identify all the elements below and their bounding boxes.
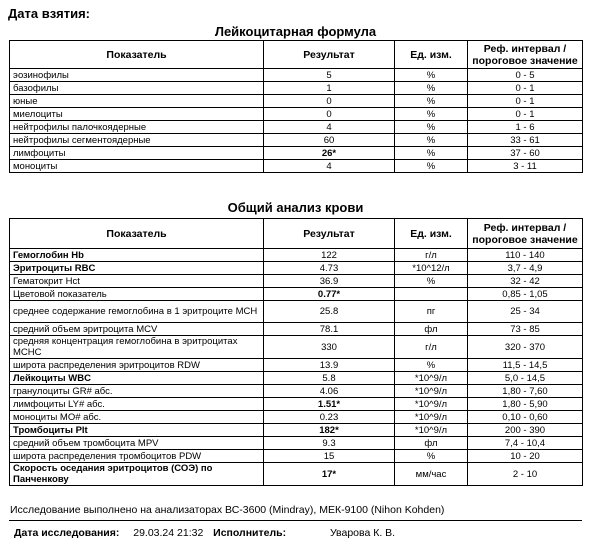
result-cell: 122 — [264, 249, 395, 262]
table-row — [10, 249, 583, 262]
indicator-cell: нейтрофилы сегментоядерные — [10, 134, 264, 147]
leuko-col-unit: Ед. изм. — [395, 41, 468, 69]
reference-cell: 0,85 - 1,05 — [468, 288, 583, 301]
indicator-cell: среднее содержание гемоглобина в 1 эритроците МСН — [10, 301, 264, 323]
cbc-col-unit: Ед. изм. — [395, 219, 468, 249]
reference-cell: 3 - 11 — [468, 160, 583, 173]
unit-cell: % — [395, 160, 468, 173]
result-cell: 78.1 — [264, 323, 395, 336]
indicator-cell: Гематокрит Hct — [10, 275, 264, 288]
indicator-cell: лимфоциты LY# абс. — [10, 398, 264, 411]
unit-cell: % — [395, 82, 468, 95]
reference-cell: 11,5 - 14,5 — [468, 359, 583, 372]
indicator-cell: базофилы — [10, 82, 264, 95]
unit-cell — [395, 288, 468, 301]
indicator-cell: средняя концентрация гемоглобина в эритроцитах МСНС — [10, 336, 264, 359]
result-cell: 25.8 — [264, 301, 395, 323]
table-row — [10, 301, 583, 323]
indicator-cell: Эритроциты RBC — [10, 262, 264, 275]
reference-cell: 0,10 - 0,60 — [468, 411, 583, 424]
result-cell: 4.73 — [264, 262, 395, 275]
cbc-col-ref: Реф. интервал / пороговое значение — [468, 219, 583, 249]
unit-cell: % — [395, 134, 468, 147]
reference-cell: 2 - 10 — [468, 463, 583, 486]
indicator-cell: миелоциты — [10, 108, 264, 121]
result-cell: 36.9 — [264, 275, 395, 288]
date-taken-label: Дата взятия: — [8, 6, 91, 21]
unit-cell: мм/час — [395, 463, 468, 486]
result-cell: 0 — [264, 108, 395, 121]
result-cell: 4.06 — [264, 385, 395, 398]
unit-cell: *10^9/л — [395, 411, 468, 424]
unit-cell: г/л — [395, 336, 468, 359]
footer — [14, 527, 395, 539]
table-row — [10, 95, 583, 108]
indicator-cell: широта распределения эритроцитов RDW — [10, 359, 264, 372]
result-cell: 0 — [264, 95, 395, 108]
table-row — [10, 275, 583, 288]
result-cell: 13.9 — [264, 359, 395, 372]
table-row — [10, 372, 583, 385]
reference-cell: 0 - 1 — [468, 108, 583, 121]
unit-cell: % — [395, 121, 468, 134]
indicator-cell: лимфоциты — [10, 147, 264, 160]
indicator-cell: моноциты MO# абс. — [10, 411, 264, 424]
result-cell: 26* — [264, 147, 395, 160]
result-cell: 1 — [264, 82, 395, 95]
unit-cell: г/л — [395, 249, 468, 262]
unit-cell: % — [395, 69, 468, 82]
performer-label: Исполнитель: — [213, 527, 287, 539]
reference-cell: 0 - 1 — [468, 95, 583, 108]
unit-cell: пг — [395, 301, 468, 323]
cbc-header-row — [10, 219, 583, 249]
unit-cell: % — [395, 147, 468, 160]
indicator-cell: средний объем эритроцита MCV — [10, 323, 264, 336]
result-cell: 17* — [264, 463, 395, 486]
result-cell: 0.23 — [264, 411, 395, 424]
table-row — [10, 463, 583, 486]
unit-cell: *10^9/л — [395, 385, 468, 398]
reference-cell: 32 - 42 — [468, 275, 583, 288]
indicator-cell: эозинофилы — [10, 69, 264, 82]
result-cell: 330 — [264, 336, 395, 359]
result-cell: 4 — [264, 160, 395, 173]
indicator-cell: Гемоглобин Hb — [10, 249, 264, 262]
indicator-cell: средний объем тромбоцита MPV — [10, 437, 264, 450]
result-cell: 5.8 — [264, 372, 395, 385]
reference-cell: 25 - 34 — [468, 301, 583, 323]
reference-cell: 200 - 390 — [468, 424, 583, 437]
reference-cell: 7,4 - 10,4 — [468, 437, 583, 450]
table-row — [10, 262, 583, 275]
table-row — [10, 121, 583, 134]
leukocyte-formula-title: Лейкоцитарная формула — [214, 24, 377, 39]
cbc-body — [10, 249, 583, 486]
reference-cell: 1,80 - 5,90 — [468, 398, 583, 411]
table-row — [10, 437, 583, 450]
reference-cell: 5,0 - 14,5 — [468, 372, 583, 385]
table-row — [10, 323, 583, 336]
footer-divider — [9, 520, 582, 521]
unit-cell: *10^9/л — [395, 372, 468, 385]
table-row — [10, 385, 583, 398]
leuko-col-indicator: Показатель — [10, 41, 264, 69]
reference-cell: 0 - 1 — [468, 82, 583, 95]
table-row — [10, 160, 583, 173]
cbc-col-result: Результат — [264, 219, 395, 249]
research-date-label: Дата исследования: — [14, 527, 120, 539]
cbc-title: Общий анализ крови — [227, 200, 364, 215]
table-row — [10, 82, 583, 95]
table-row — [10, 134, 583, 147]
table-row — [10, 450, 583, 463]
leuko-header-row — [10, 41, 583, 69]
unit-cell: фл — [395, 437, 468, 450]
result-cell: 9.3 — [264, 437, 395, 450]
indicator-cell: гранулоциты GR# абс. — [10, 385, 264, 398]
reference-cell: 33 - 61 — [468, 134, 583, 147]
leuko-col-result: Результат — [264, 41, 395, 69]
unit-cell: % — [395, 450, 468, 463]
result-cell: 15 — [264, 450, 395, 463]
analyzer-note: Исследование выполнено на анализаторах ВС-3600 (Mindray), МЕК-9100 (Nihon Kohden) — [10, 504, 445, 516]
reference-cell: 0 - 5 — [468, 69, 583, 82]
performer-value: Уварова К. В. — [329, 527, 396, 539]
unit-cell: *10^9/л — [395, 424, 468, 437]
unit-cell: % — [395, 275, 468, 288]
result-cell: 60 — [264, 134, 395, 147]
result-cell: 4 — [264, 121, 395, 134]
unit-cell: % — [395, 108, 468, 121]
indicator-cell: Скорость оседания эритроцитов (СОЭ) по Панченкову — [10, 463, 264, 486]
table-row — [10, 359, 583, 372]
leukocyte-formula-table — [9, 40, 583, 173]
table-row — [10, 336, 583, 359]
indicator-cell: юные — [10, 95, 264, 108]
result-cell: 0.77* — [264, 288, 395, 301]
table-row — [10, 69, 583, 82]
unit-cell: % — [395, 359, 468, 372]
cbc-table — [9, 218, 583, 486]
result-cell: 1.51* — [264, 398, 395, 411]
unit-cell: *10^12/л — [395, 262, 468, 275]
result-cell: 182* — [264, 424, 395, 437]
indicator-cell: широта распределения тромбоцитов PDW — [10, 450, 264, 463]
indicator-cell: моноциты — [10, 160, 264, 173]
cbc-col-indicator: Показатель — [10, 219, 264, 249]
reference-cell: 1,80 - 7,60 — [468, 385, 583, 398]
reference-cell: 10 - 20 — [468, 450, 583, 463]
reference-cell: 320 - 370 — [468, 336, 583, 359]
indicator-cell: Цветовой показатель — [10, 288, 264, 301]
result-cell: 5 — [264, 69, 395, 82]
table-row — [10, 288, 583, 301]
unit-cell: фл — [395, 323, 468, 336]
reference-cell: 110 - 140 — [468, 249, 583, 262]
reference-cell: 1 - 6 — [468, 121, 583, 134]
table-row — [10, 411, 583, 424]
leuko-body — [10, 69, 583, 173]
leuko-col-ref: Реф. интервал / пороговое значение — [468, 41, 583, 69]
table-row — [10, 424, 583, 437]
reference-cell: 3,7 - 4,9 — [468, 262, 583, 275]
indicator-cell: Лейкоциты WBC — [10, 372, 264, 385]
table-row — [10, 108, 583, 121]
indicator-cell: Тромбоциты Plt — [10, 424, 264, 437]
indicator-cell: нейтрофилы палочкоядерные — [10, 121, 264, 134]
table-row — [10, 398, 583, 411]
reference-cell: 73 - 85 — [468, 323, 583, 336]
reference-cell: 37 - 60 — [468, 147, 583, 160]
table-row — [10, 147, 583, 160]
unit-cell: *10^9/л — [395, 398, 468, 411]
unit-cell: % — [395, 95, 468, 108]
research-date-value: 29.03.24 21:32 — [133, 527, 204, 539]
